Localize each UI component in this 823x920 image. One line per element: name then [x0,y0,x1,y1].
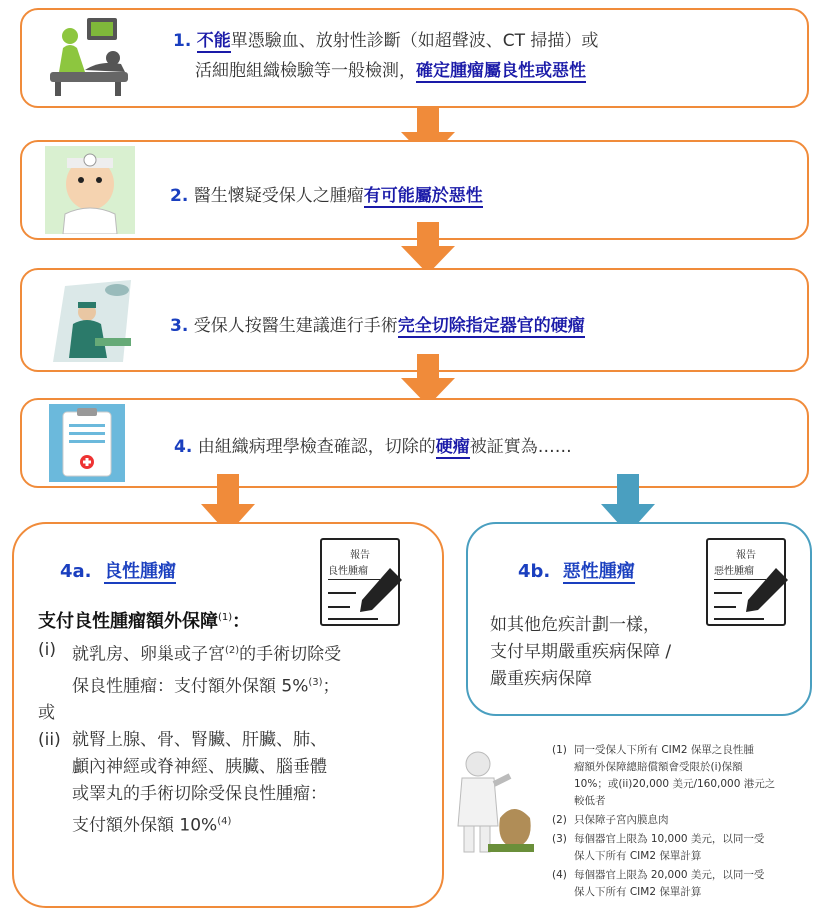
footnote-ref: (3) [308,676,323,688]
footnote-2 [552,812,817,829]
surgeon-operating-icon [45,276,137,368]
malignant-line: 如其他危疾計劃一樣， [490,615,660,635]
footnote-ref: (1) [218,612,233,623]
heading-text: 支付良性腫瘤額外保障 [38,611,218,632]
benign-title-text: 良性腫瘤 [104,561,177,582]
malignant-line: 支付早期嚴重疾病保障 / [490,642,672,662]
step-number: 3. [170,316,189,336]
item-text: 顱內神經或脊神經、胰臟、腦垂體 [72,757,327,778]
benign-item-1 [38,637,418,700]
footnote-number: (1) [552,744,567,756]
malignant-line: 嚴重疾病保障 [490,669,592,689]
benign-item-2 [38,727,418,840]
item-text: 或睪丸的手術切除受保良性腫瘤： [72,784,327,805]
heading-colon: ： [232,611,251,632]
step-number: 4. [174,437,193,457]
step-text-part: 受保人按醫生建議進行手術 [193,316,398,336]
doctor-thinking-icon [45,146,135,238]
step-text-part: 由組織病理學檢查確認，切除的 [197,437,436,457]
highlight-text: 完全切除指定器官的硬瘤 [397,316,585,336]
step-number: 1. [173,31,192,51]
step-3-text [170,311,585,341]
pen-icon [742,566,790,614]
step-text-part: 單憑驗血、放射性診斷（如超聲波、CT 掃描）或 [230,31,599,51]
step-text-part: 活細胞組織檢驗等一般檢測， [195,61,416,81]
benign-heading [38,604,418,635]
item-text: ； [322,676,340,697]
step-1-text [173,26,598,86]
item-text: 就乳房、卵巢或子宮 [72,644,225,665]
footnote-line: 同一受保人下所有 CIM2 保單之良性腫 [574,744,754,756]
benign-title [60,557,176,583]
down-arrow-icon [398,222,458,274]
footnote-number: (2) [552,814,567,826]
step-text-part: 醫生懷疑受保人之腫瘤 [193,186,364,206]
footnotes [552,742,817,901]
report-label-text: 惡性腫瘤 [714,562,766,580]
highlight-text: 確定腫瘤屬良性或惡性 [416,61,586,81]
footnote-ref: (4) [217,816,232,828]
footnote-line: 較低者 [574,795,606,807]
highlight-text: 有可能屬於惡性 [363,186,483,206]
item-marker: (i) [38,640,56,660]
footnote-line: 每個器官上限為 10,000 美元，以同一受 [574,833,765,845]
or-text: 或 [38,703,55,724]
report-label-text: 良性腫瘤 [328,562,380,580]
footnote-line: 保人下所有 CIM2 保單計算 [574,886,702,898]
doctor-examining-patient-icon [45,14,135,103]
malignant-label: 4b. [518,561,551,582]
footnote-line: 只保障子宮內膜息肉 [574,814,669,826]
medical-report-clipboard-icon [49,404,125,486]
step-4-text [174,432,572,462]
highlight-text: 不能 [196,31,231,51]
footnote-line: 保人下所有 CIM2 保單計算 [574,850,702,862]
report-top-text: 報告 [350,550,370,561]
footnote-1 [552,742,817,810]
businessman-money-icon [448,748,538,862]
step-2-text [170,181,483,211]
item-text: 支付額外保額 10% [72,815,218,836]
malignant-title [518,557,635,583]
step-number: 2. [170,186,189,206]
benign-label: 4a. [60,561,92,582]
malignant-title-text: 惡性腫瘤 [562,561,635,582]
footnote-line: 10%；或(ii)20,000 美元/160,000 港元之 [574,778,776,790]
footnote-3 [552,831,817,865]
footnote-number: (4) [552,869,567,881]
item-marker: (ii) [38,730,61,751]
item-text: 就腎上腺、骨、腎臟、肝臟、肺、 [72,730,327,751]
item-text: 的手術切除受 [239,644,342,665]
item-text: 保良性腫瘤：支付額外保額 5% [72,676,309,697]
step-text-part: 被証實為…… [469,437,572,457]
footnote-line: 每個器官上限為 20,000 美元，以同一受 [574,869,765,881]
malignant-content [490,612,790,693]
report-top-text: 報告 [736,550,756,561]
footnote-4 [552,867,817,901]
highlight-text: 硬瘤 [435,437,470,457]
footnote-ref: (2) [225,645,240,656]
footnote-number: (3) [552,833,567,845]
benign-content [38,604,418,840]
footnote-line: 瘤額外保障總賠償額會受限於(i)保額 [574,761,743,773]
